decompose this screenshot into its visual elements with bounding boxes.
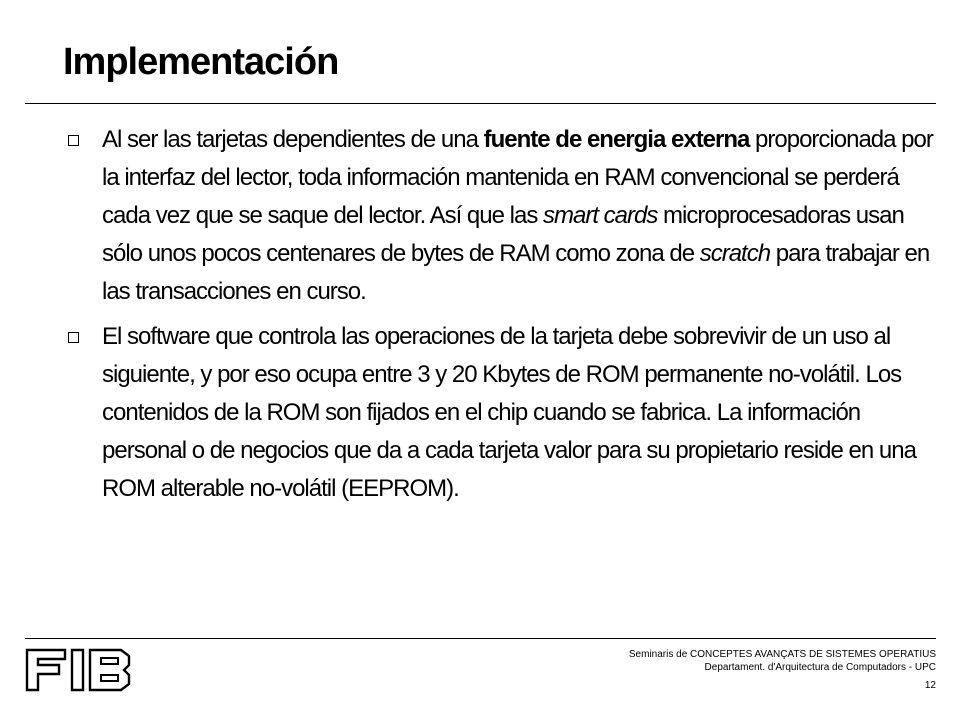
bullet-list: [66, 121, 936, 515]
footer-department-line: Departament. d'Arquitectura de Computadors - UPC: [704, 662, 936, 673]
page-number: 12: [924, 680, 936, 691]
bullet-text-segment: Al ser las tarjetas dependientes de una: [102, 126, 484, 153]
footer-credits: [629, 648, 936, 674]
bullet-text-segment: microprocesadoras usan sólo unos pocos centenares de bytes de RAM como zona de: [102, 202, 904, 267]
fib-logo: [25, 648, 131, 692]
slide-title: Implementación: [63, 41, 339, 83]
bullet-item: [66, 121, 936, 311]
bullet-square-icon: [68, 135, 79, 146]
bullet-text-segment: El software que controla las operaciones de la tarjeta debe sobrevivir de un uso al siguiente, y por eso ocupa entre 3 y 20 Kbytes de ROM permanente no-volátil. Los contenidos de la ROM son fijados en el chip cuando se fabrica. La información personal o de negocios que da a cada tarjeta valor para su propietario reside en una ROM alterable no-volátil (EEPROM).: [102, 323, 916, 502]
bullet-text-segment: fuente de energia externa: [483, 126, 750, 153]
bullet-text-segment: smart cards: [542, 202, 658, 229]
bullet-text-segment: proporcionada por la interfaz del lector, toda información mantenida en RAM convencional se perderá cada vez que se saque del lector. Así que las: [102, 126, 933, 229]
footer-course-line: Seminaris de CONCEPTES AVANÇATS DE SISTEMES OPERATIUS: [628, 649, 936, 660]
title-divider: [25, 103, 936, 104]
bullet-text-segment: para trabajar en las transacciones en curso.: [102, 240, 930, 305]
bullet-square-icon: [68, 332, 79, 343]
bullet-item: [66, 318, 936, 508]
footer-divider: [25, 638, 936, 639]
bullet-text-segment: scratch: [699, 240, 771, 267]
